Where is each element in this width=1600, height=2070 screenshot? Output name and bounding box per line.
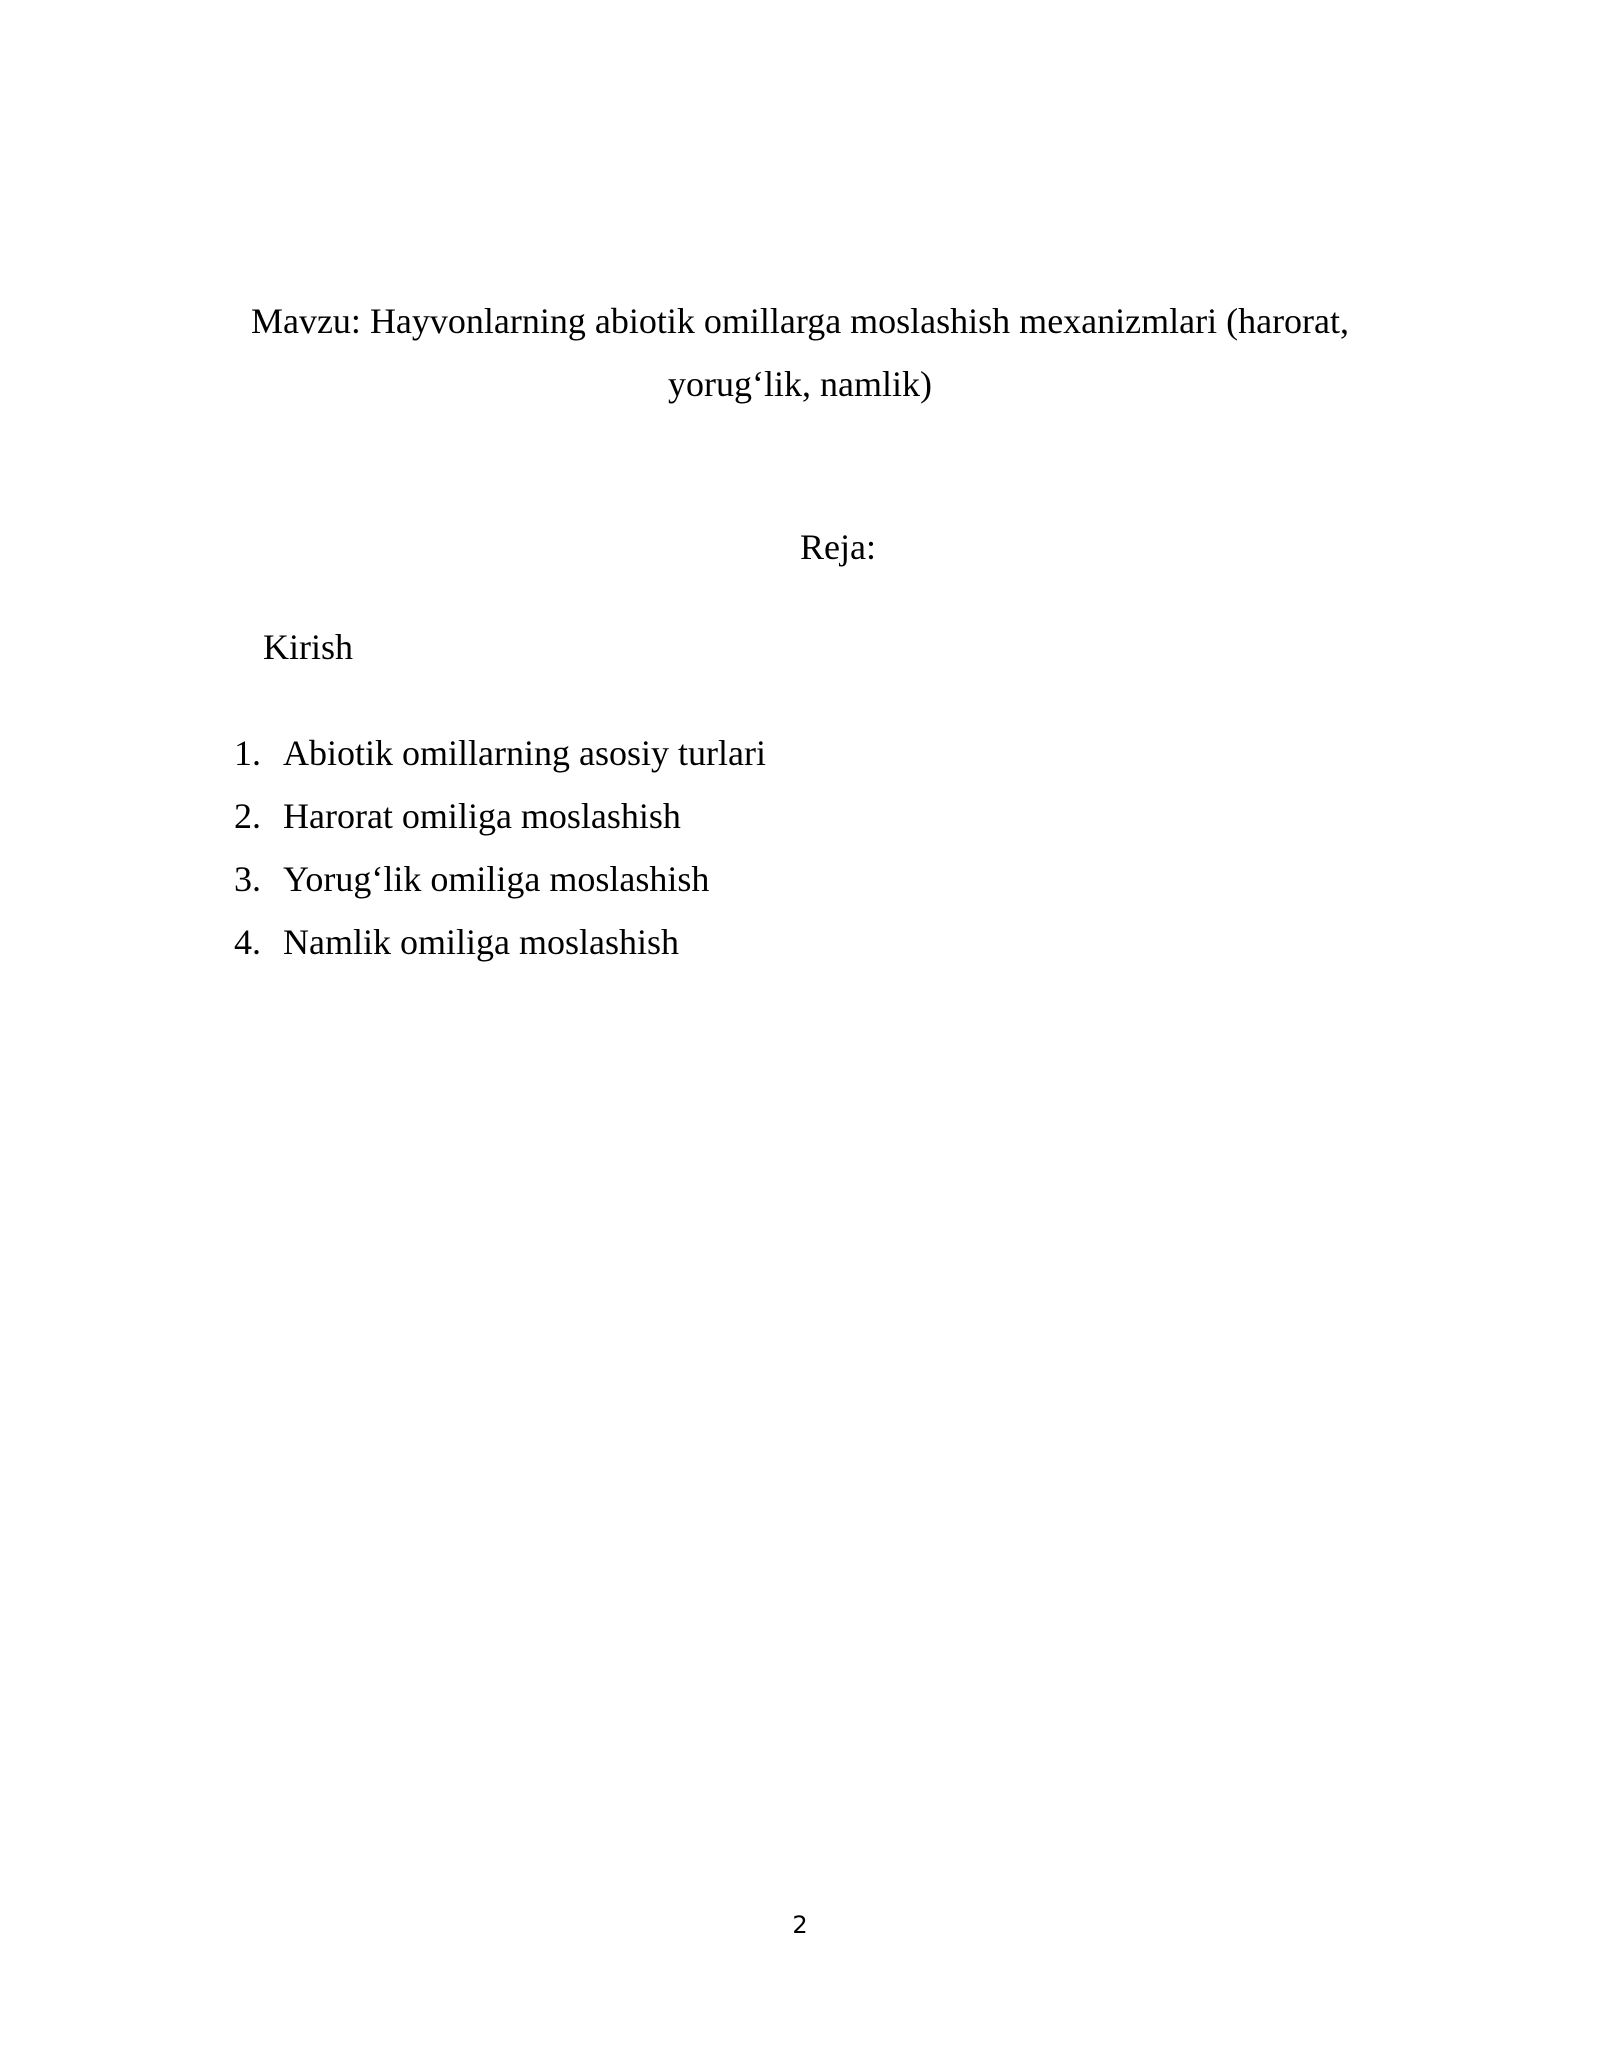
intro-item: Kirish: [263, 627, 353, 667]
plan-item-text: Yorug‘lik omiliga moslashish: [283, 859, 710, 899]
document-title: [200, 290, 1400, 416]
plan-item-number: 1.: [234, 733, 261, 773]
plan-item-text: Harorat omiliga moslashish: [283, 796, 681, 836]
plan-list-item: [234, 785, 766, 848]
plan-list-item: [234, 911, 766, 974]
plan-list-item: [234, 722, 766, 785]
plan-item-number: 4.: [234, 922, 261, 962]
plan-heading: Reja:: [800, 527, 876, 567]
plan-item-number: 3.: [234, 859, 261, 899]
page-number: 2: [792, 1911, 808, 1939]
plan-item-number: 2.: [234, 796, 261, 836]
title-line-1: Mavzu: Hayvonlarning abiotik omillarga moslashish mexanizmlari (harorat,: [250, 301, 1350, 341]
plan-item-text: Namlik omiliga moslashish: [283, 922, 679, 962]
plan-list: [234, 722, 766, 974]
plan-list-item: [234, 848, 766, 911]
title-line-2: yorug‘lik, namlik): [668, 364, 932, 404]
plan-item-text: Abiotik omillarning asosiy turlari: [283, 733, 766, 773]
